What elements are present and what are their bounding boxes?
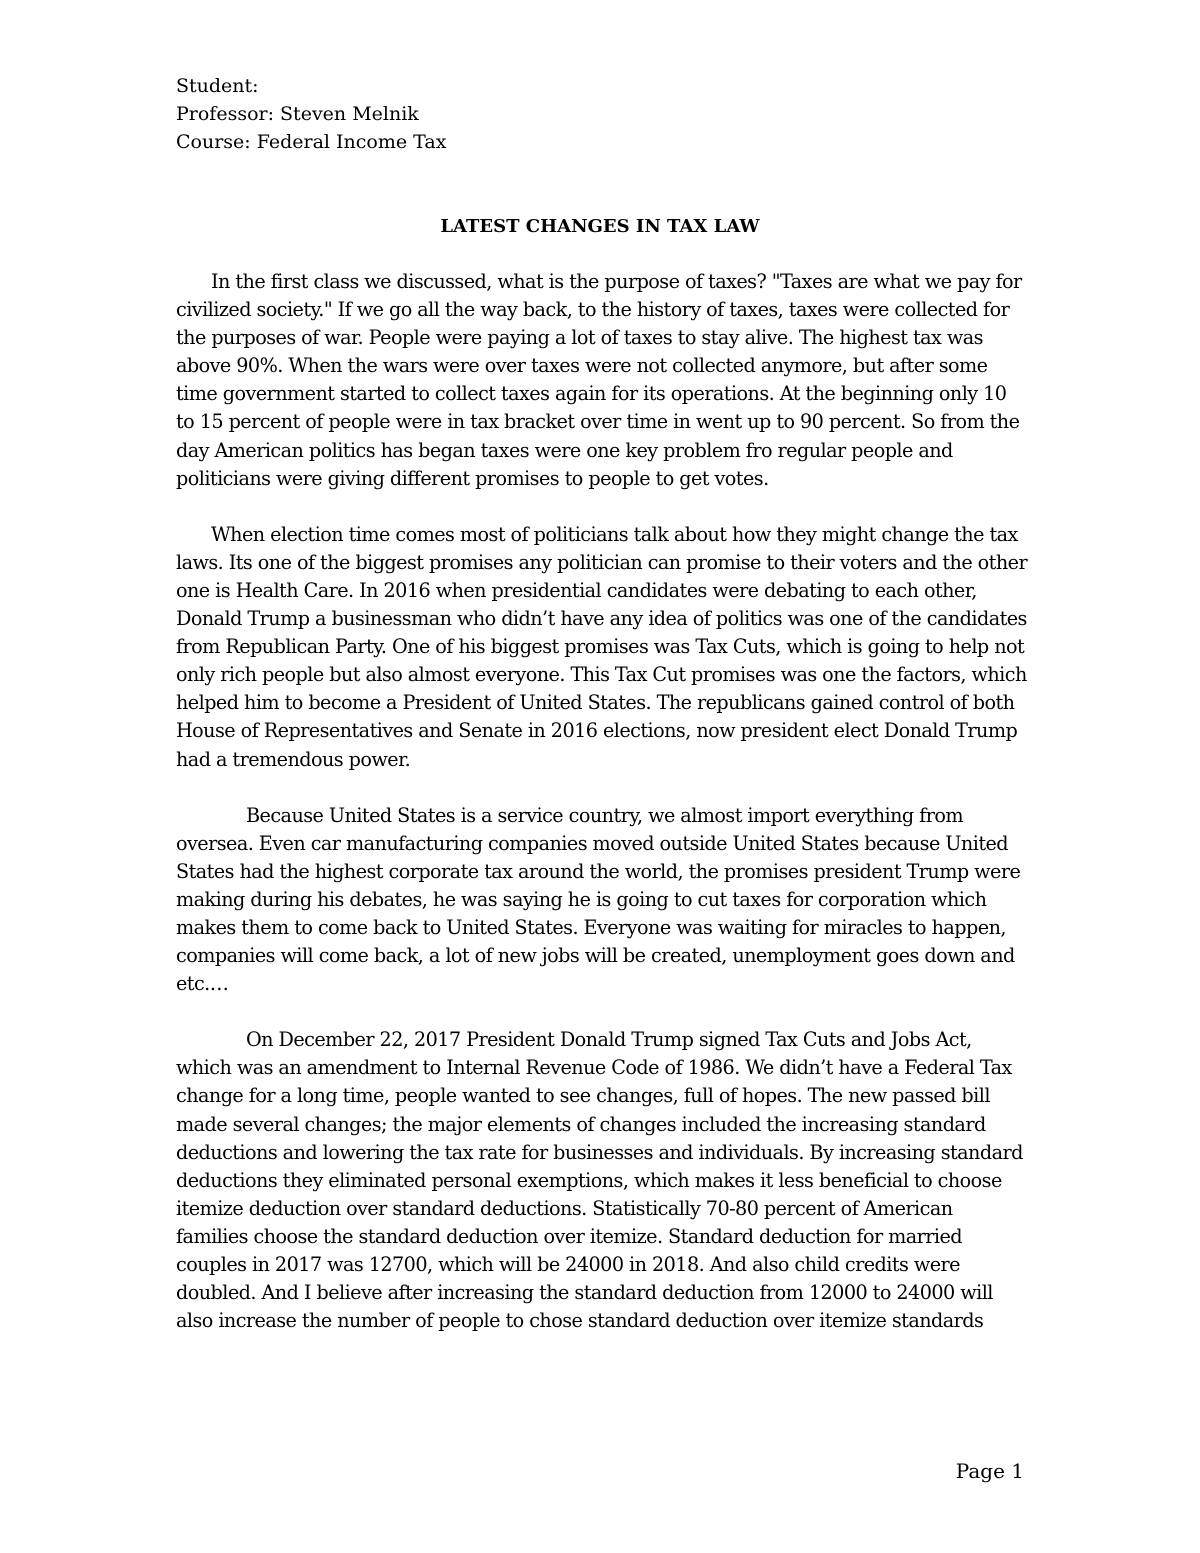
document-title: LATEST CHANGES IN TAX LAW bbox=[440, 216, 760, 237]
header-block bbox=[176, 72, 1036, 156]
professor-line: Professor: Steven Melnik bbox=[176, 103, 419, 125]
paragraph-2: When election time comes most of politicians talk about how they might change the tax laws. Its one of the biggest promises any politician can promise to their voters and the other one is Health Care. In 2016 when presidential candidates were debating to each other, Donald Trump a businessman who didn’t have any idea of politics was one of the candidates from Republican Party. One of his biggest promises was Tax Cuts, which is going to help not only rich people but also almost everyone. This Tax Cut promises was one the factors, which helped him to become a President of United States. The republicans gained control of both House of Representatives and Senate in 2016 elections, now president elect Donald Trump had a tremendous power. bbox=[176, 522, 1028, 771]
paragraph-1: In the first class we discussed, what is the purpose of taxes? "Taxes are what we pay for civilized society." If we go all the way back, to the history of taxes, taxes were collected for the purposes of war. People were paying a lot of taxes to stay alive. The highest tax was above 90%. When the wars were over taxes were not collected anymore, but after some time government started to collect taxes again for its operations. At the beginning only 10 to 15 percent of people were in tax bracket over time in went up to 90 percent. So from the day American politics has began taxes were one key problem fro regular people and politicians were giving different promises to people to get votes. bbox=[176, 270, 1022, 490]
student-line: Student: bbox=[176, 75, 259, 97]
page-number: Page 1 bbox=[955, 1459, 1024, 1483]
paragraph-3: Because United States is a service country, we almost import everything from oversea. Even car manufacturing companies moved outside United States because United States had the highest corporate tax around the world, the promises president Trump were making during his debates, he was saying he is going to cut taxes for corporation which makes them to come back to United States. Everyone was waiting for miracles to happen, companies will come back, a lot of new jobs will be created, unemployment goes down and etc.… bbox=[176, 803, 1021, 996]
paragraph-4: On December 22, 2017 President Donald Trump signed Tax Cuts and Jobs Act, which was an amendment to Internal Revenue Code of 1986. We didn’t have a Federal Tax change for a long time, people wanted to see changes, full of hopes. The new passed bill made several changes; the major elements of changes included the increasing standard deductions and lowering the tax rate for businesses and individuals. By increasing standard deductions they eliminated personal exemptions, which makes it less beneficial to choose itemize deduction over standard deductions. Statistically 70-80 percent of American families choose the standard deduction over itemize. Standard deduction for married couples in 2017 was 12700, which will be 24000 in 2018. And also child credits were doubled. And I believe after increasing the standard deduction from 12000 to 24000 will also increase the number of people to chose standard deduction over itemize standards bbox=[176, 1028, 1023, 1333]
course-line: Course: Federal Income Tax bbox=[176, 131, 447, 153]
document-body bbox=[176, 268, 1028, 1363]
